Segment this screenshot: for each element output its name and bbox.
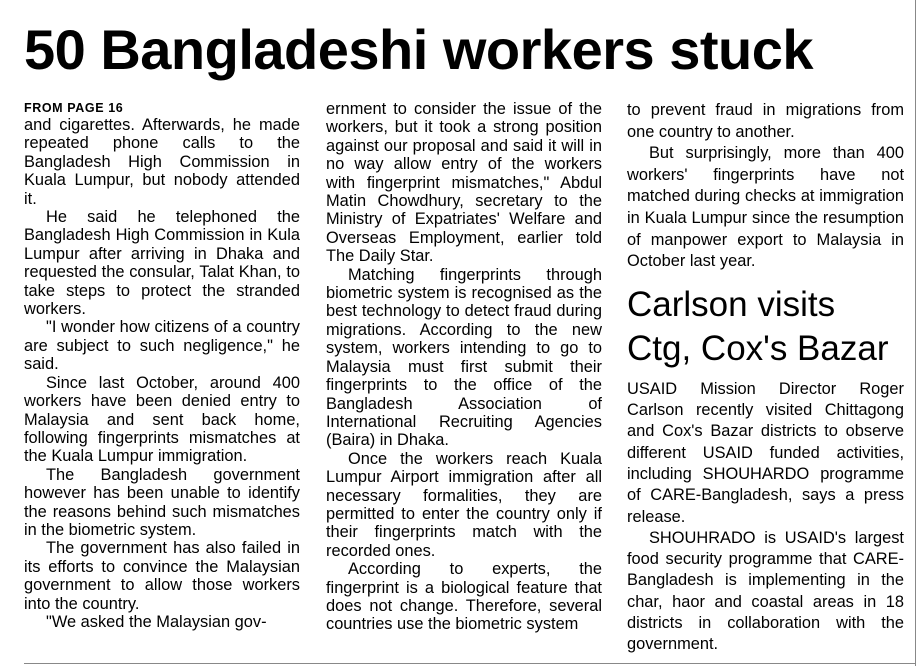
column-1: [24, 100, 300, 631]
column-2: [326, 100, 602, 634]
paragraph: "We asked the Malaysian gov-: [46, 612, 267, 631]
second-article-headline: Carlson visits Ctg, Cox's Bazar: [627, 284, 889, 368]
paragraph: According to experts, the fingerprint is a biological feature that does not change. Therefore, several countries use the biometric system: [326, 560, 602, 634]
paragraph: to prevent fraud in migrations from one country to another.: [627, 101, 904, 141]
paragraph: The Bangladesh government however has been unable to identify the reasons behind such mismatches in the biometric system.: [24, 465, 300, 539]
right-border-rule: [915, 0, 916, 666]
paragraph: ernment to consider the issue of the workers, but it took a strong position against our proposal and said it will in no way allow entry of the workers with fingerprint mismatches," Abdul Matin Chowdhury, secretary to the Ministry of Expatriates' Welfare and Overseas Employment, earlier told The Daily Star.: [326, 100, 602, 266]
paragraph: Once the workers reach Kuala Lumpur Airport immigration after all necessary formalities, they are permitted to enter the country only if their fingerprints match with the recorded ones.: [326, 449, 602, 560]
paragraph: But surprisingly, more than 400 workers' fingerprints have not matched during checks at immigration in Kuala Lumpur since the resumption of manpower export to Malaysia in October last year.: [627, 144, 904, 271]
paragraph: He said he telephoned the Bangladesh High Commission in Kula Lumpur after arriving in Dhaka and requested the consular, Talat Khan, to take steps to protect the stranded workers.: [24, 208, 300, 319]
paragraph: Matching fingerprints through biometric system is recognised as the best technology to detect fraud during migrations. According to the new system, workers intending to go to Malaysia must first submit their fingerprints to the office of the Bangladesh Association of International Recruiting Agencies (Baira) in Dhaka.: [326, 265, 602, 450]
paragraph: USAID Mission Director Roger Carlson recently visited Chittagong and Cox's Bazar districts to observe different USAID funded activities, including SHOUHARDO programme of CARE-Bangladesh, says a press release.: [627, 379, 904, 526]
paragraph: and cigarettes. Afterwards, he made repeated phone calls to the Bangladesh High Commission in Kuala Lumpur, but nobody attended it.: [24, 116, 300, 208]
bottom-border-rule: [24, 663, 916, 664]
column-3: [627, 100, 904, 656]
paragraph: "I wonder how citizens of a country are subject to such negligence," he said.: [24, 318, 300, 374]
paragraph: Since last October, around 400 workers have been denied entry to Malaysia and sent back home, following fingerprints mismatches at the Kuala Lumpur immigration.: [24, 373, 300, 466]
paragraph: SHOUHRADO is USAID's largest food security programme that CARE-Bangladesh is implementing in the char, haor and coastal areas in 18 districts in collaboration with the government.: [627, 528, 904, 654]
paragraph: The government has also failed in its efforts to convince the Malaysian government to allow those workers into the country.: [24, 539, 300, 613]
from-page-kicker: FROM PAGE 16: [24, 101, 124, 115]
headline: 50 Bangladeshi workers stuck: [24, 18, 814, 81]
